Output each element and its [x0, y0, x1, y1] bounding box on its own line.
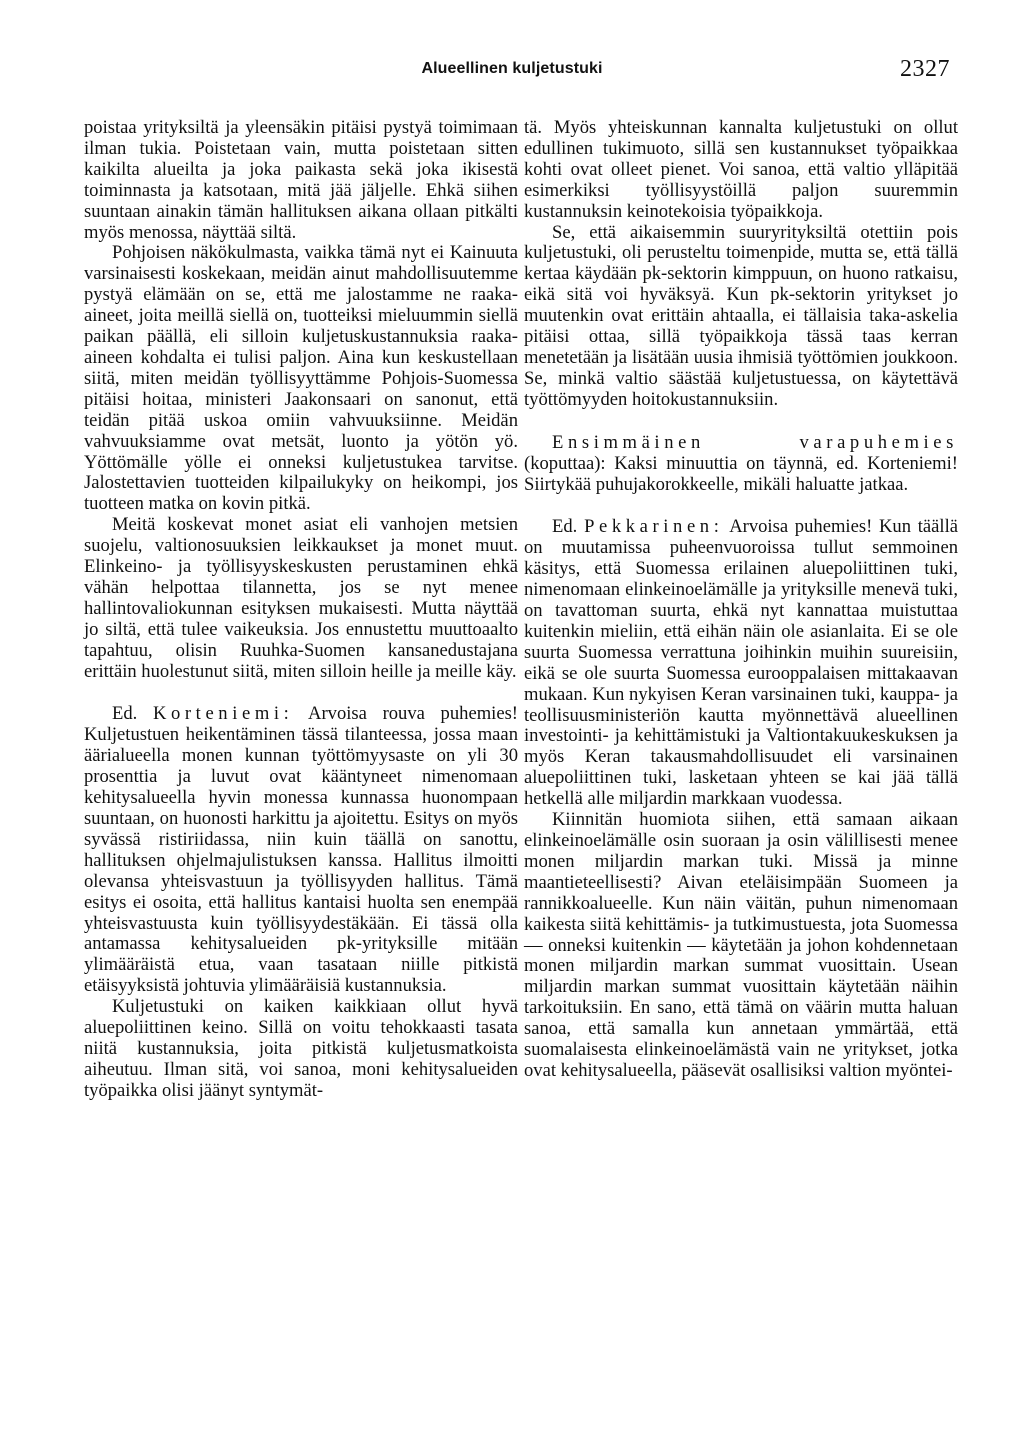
page-number: 2327 — [900, 56, 950, 82]
speaker-name: Pekkarinen: — [584, 516, 724, 538]
speaker-name: Korteniemi: — [152, 703, 294, 725]
paragraph: Pohjoisen näkökulmasta, vaikka tämä nyt ei Kainuuta varsinaisesti koskekaan, meidän ainut mahdollisuutemme pystyä elämään on se, että me jalostamme ne raaka-aineet, joita meillä siellä on, tuotteiksi mieluummin siellä paikan päällä, eli silloin kuljetuskustannuksia raaka-aineen kohdalta ei tulisi paljon. Aina kun keskustellaan siitä, miten meidän työllisyyttämme Pohjois-Suomessa pitäisi hoitaa, ministeri Jaakonsaari on sanonut, että teidän pitää uskoa omiin vahvuuksiinne. Meidän vahvuuksiamme ovat metsät, luonto ja yötön yö. Yöttömälle yölle ei onneksi kuljetustukea tarvitse. Jalostettavien tuotteiden kilpailukyky on heikompi, jos tuotteen matka on kovin pitkä. — [84, 242, 518, 515]
speech-pekkarinen — [524, 517, 958, 810]
paragraph: tä. Myös yhteiskunnan kannalta kuljetustuki on ollut edullinen tukimuoto, sillä sen kustannukset työpaikkaa kohti ovat olleet pienet. Voi sanoa, että valtio ylläpitää esimerkiksi työllisyystöillä paljon suuremmin kustannuksin keinotekoisia työpaikkoja. — [524, 117, 958, 222]
speaker-prefix: Ed. — [552, 516, 578, 538]
speaker-prefix: Ed. — [112, 703, 138, 725]
running-title: Alueellinen kuljetustuki — [421, 60, 603, 77]
speech-korteniemi — [84, 704, 518, 997]
paragraph: Kuljetustuki on kaiken kaikkiaan ollut hyvä aluepoliittinen keino. Sillä on voitu tehokkaasti tasata niitä kustannuksia, joita pitkistä kuljetusmatkoista aiheutuu. Ilman sitä, voi sanoa, moni kehitysalueiden työpaikka olisi jäänyt syntymät- — [84, 996, 518, 1101]
running-header — [0, 56, 1024, 86]
left-column — [84, 118, 518, 1102]
speech-text: (koputtaa): Kaksi minuuttia on täynnä, ed. Korteniemi! Siirtykää puhujakorokkeelle, mikäli haluatte jatkaa. — [524, 452, 958, 495]
right-column — [524, 118, 958, 1082]
paragraph: Meitä koskevat monet asiat eli vanhojen metsien suojelu, valtionosuuksien leikkaukset ja monet muut. Elinkeino- ja työllisyyskeskusten perustaminen ehkä vähän helpottaa tilannetta, jos se nyt menee hallintovaliokunnan esityksen mukaisesti. Mutta näyttää jo siltä, että tulee vaikeuksia. Jos ennustettu muuttoaalto tapahtuu, olisin Ruuhka-Suomen kansanedustajana erittäin huolestunut siitä, miten silloin heille ja meille käy. — [84, 514, 518, 682]
paragraph: Kiinnitän huomiota siihen, että samaan aikaan elinkeinoelämälle osin suoraan ja osin välillisesti menee monen miljardin markan tuki. Missä ja minne maantieteellisesti? Aivan eteläisimpään Suomeen ja rannikkoalueelle. Kun näin väitän, puhun nimenomaan kaikesta siitä kehittämis- ja tutkimustuesta, jota Suomessa — onneksi kuitenkin — käytetään ja johon kohdennetaan monen miljardin markan summat vuosittain. Usean miljardin markan summat vuosittain käytetään näihin tarkoituksiin. En sano, että tämä on väärin mutta haluan sanoa, että samalla kun annetaan ymmärtää, että suomalaisesta elinkeinoelämästä vain ne yritykset, jotka ovat kehitysalueella, pääsevät osallisiksi valtion myöntei- — [524, 809, 958, 1081]
speech-text: Arvoisa rouva puhemies! Kuljetustuen heikentäminen tässä tilanteessa, jossa maan äärialueella monen kunnan työttömyysaste on yli 30 prosenttia ja luvut ovat kääntyneet nimenomaan kehitysalueella hyvin monessa kunnassa huonompaan suuntaan, on huonosti harkittu ja ajoitettu. Esitys on myös syvässä ristiriidassa, niin kuin täällä on sanottu, hallituksen ohjelmajulistuksen kanssa. Hallitus ilmoitti olevansa yhteisvastuun ja työllisyyden hallitus. Tämä esitys ei osoita, että hallitus kantaisi huolta sen enempää yhteisvastuusta kuin työllisyydestäkään. Ei tässä olla antamassa kehitysalueiden pk-yrityksille mitään ylimääräistä etua, vaan tasataan niille pitkistä etäisyyksistä johtuvia ylimääräisiä kustannuksia. — [84, 703, 518, 997]
speaker-name: Ensimmäinen varapuhemies — [552, 431, 958, 453]
speech-varapuhemies — [524, 433, 958, 496]
speech-text: Arvoisa puhemies! Kun täällä on muutamissa puheenvuoroissa tullut semmoinen käsitys, että Suomessa erilainen aluepoliittinen tuki, nimenomaan elinkeinoelämälle ja yrityksille menevä tuki, on tavattoman suurta, ehkä nyt kannattaa muistuttaa kuitenkin mieliin, että eihän näin ole asianlaita. Ei se ole suurta Suomessa verrattuna joihinkin muihin suureisiin, eikä se ole suurta Suomessa eurooppalaisen mittakaavan mukaan. Kun nykyisen Keran varsinainen tuki, kauppa- ja teollisuusministeriön kautta myönnettävä alueellinen investointi- ja kehittämistuki ja Valtiontakuukeskuksen ja myös Keran takausmahdollisuudet eli varsinainen aluepoliittinen tuki, lasketaan yhteen se kai jää tällä hetkellä alle miljardin markkaan vuodessa. — [524, 516, 959, 810]
paragraph: Se, että aikaisemmin suuryrityksiltä otettiin pois kuljetustuki, oli perusteltu toimenpide, mutta se, että tällä kertaa käydään pk-sektorin kimppuun, on huono ratkaisu, eikä sitä voi hyväksyä. Kun pk-sektorin yritykset jo muutenkin ovat erittäin ahtaalla, ei tällaisia taka-askelia pitäisi ottaa, sillä työpaikkoja tässä taas kerran menetetään ja lisätään uusia ihmisiä työttömien joukkoon. Se, minkä valtio säästää kuljetustuessa, on käytettävä työttömyyden hoitokustannuksiin. — [524, 221, 958, 410]
paragraph: poistaa yrityksiltä ja yleensäkin pitäisi pystyä toimimaan ilman tukia. Poistetaan vain, mutta poistetaan sitten kaikilta alueilta ja joka paikasta sekä joka ikisestä toiminnasta ja katsotaan, mitä jää jäljelle. Ehkä siihen suuntaan ainakin tämän hallituksen aikana ollaan pitkälti myös menossa, näyttää siltä. — [84, 117, 518, 243]
